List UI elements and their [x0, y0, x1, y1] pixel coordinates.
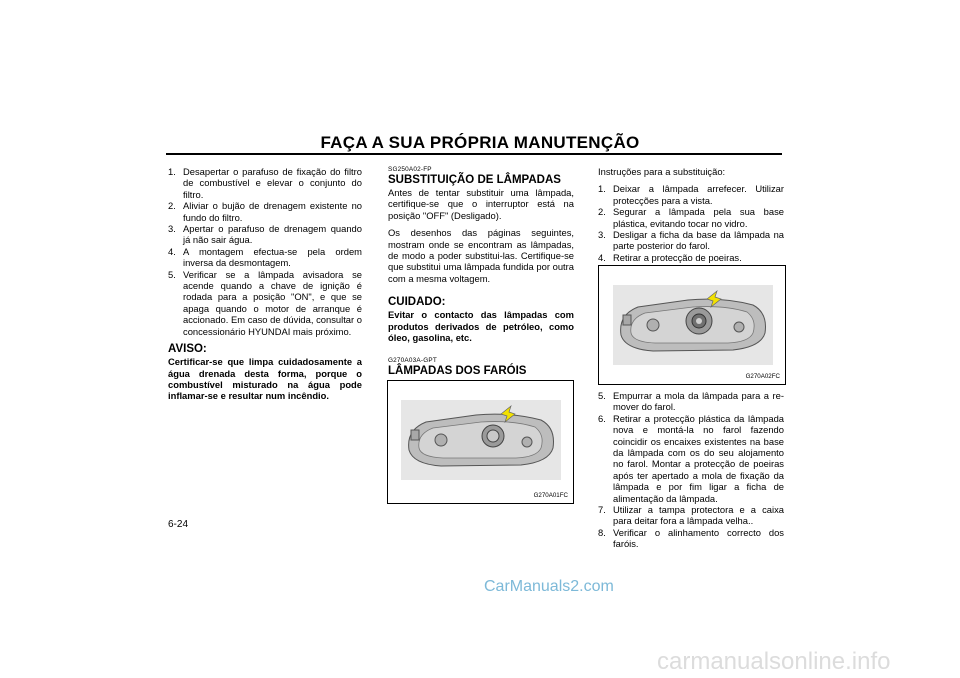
list-item: 5. Empurrar a mola da lâmpada para a re-mover do farol.: [598, 390, 784, 413]
column-2: [388, 166, 574, 343]
column-3: [598, 166, 784, 263]
caution-title: CUIDADO:: [388, 296, 446, 309]
bulb-illustration: [613, 285, 773, 365]
instructions-intro: Instruções para a substituição:: [598, 166, 726, 177]
column-3-continued: [598, 390, 784, 550]
list-item: 2. Aliviar o bujão de drenagem existente no fundo do filtro.: [168, 200, 362, 223]
list-item: 2. Segurar a lâmpada pela sua base plástica, evitando tocar no vidro.: [598, 206, 784, 229]
replacement-steps: [598, 183, 784, 263]
watermark-link[interactable]: CarManuals2.com: [484, 578, 614, 595]
list-item: 1. Deixar a lâmpada arrefecer. Utilizar protecções para a vista.: [598, 183, 784, 206]
paragraph: Os desenhos das páginas seguintes, mostram onde se encontram as lâmpadas, de modo a poder substitui-las. Certifique-se que substitui uma lâmpada fundida por outra com a mesma voltagem.: [388, 227, 574, 284]
replacement-steps-continued: [598, 390, 784, 550]
headlamp-illustration: [401, 400, 561, 480]
list-item: 4. Retirar a protecção de poeiras.: [598, 251, 742, 263]
fuel-filter-steps: [168, 166, 362, 337]
page-title: FAÇA A SUA PRÓPRIA MANUTENÇÃO: [320, 133, 640, 152]
section-code: G270A03A-GPT: [388, 357, 437, 364]
figure-code: G270A01FC: [533, 492, 568, 499]
bulb-figure: [598, 265, 786, 385]
header-rule: [166, 153, 782, 155]
list-item: 6. Retirar a protecção plástica da lâmpada nova e montá-la no farol fazendo coincidir os encaixes existentes na base da lâmpada com os do seu alojamento no farol. Montar a protecção de poeiras após ter apertado a mola de fixação da lâmpada e por fim ligar a ficha de alimentação da lâmpada.: [598, 412, 784, 504]
paragraph: Antes de tentar substituir uma lâmpada, certifique-se que o interruptor está na posição "OFF" (Desligado).: [388, 187, 574, 221]
list-item: 7. Utilizar a tampa protectora e a caixa para deitar fora a lâmpada velha..: [598, 504, 784, 527]
headlamp-section-header: [388, 357, 574, 378]
section-code: SG250A02-FP: [388, 166, 432, 173]
page-number: 6-24: [168, 519, 189, 530]
list-item: 5. Verificar se a lâmpada avisadora se acende quando a chave de ignição é rodada para a posição "ON", e que se apaga quando o motor de arranque é accionado. Em caso de dúvida, consultar o concessionário HYUNDAI mais próximo.: [168, 268, 362, 337]
list-item: 3. Desligar a ficha da base da lâmpada na parte posterior do farol.: [598, 229, 784, 252]
list-item: 1. Desapertar o parafuso de fixação do filtro de combustível e elevar o conjunto do filtro.: [168, 166, 362, 200]
warning-title: AVISO:: [168, 343, 207, 356]
figure-code: G270A02FC: [745, 373, 780, 380]
column-1: [168, 166, 362, 402]
section-title: SUBSTITUIÇÃO DE LÂMPADAS: [388, 174, 561, 186]
list-item: 4. A montagem efectua-se pela ordem inversa da desmontagem.: [168, 245, 362, 269]
watermark-text: carmanualsonline.info: [657, 648, 891, 675]
warning-text: Certificar-se que limpa cuidadosamente a água drenada desta forma, porque o combustível misturado na água pode inflamar-se e resultar num incêndio.: [168, 356, 362, 402]
list-item: 8. Verificar o alinhamento correcto dos faróis.: [598, 526, 784, 550]
list-item: 3. Apertar o parafuso de drenagem quando já não sair água.: [168, 223, 362, 246]
caution-text: Evitar o contacto das lâmpadas com produtos derivados de petróleo, como óleo, gasolina, etc.: [388, 309, 574, 344]
section-title: LÂMPADAS DOS FARÓIS: [388, 365, 527, 377]
headlamp-figure: [387, 380, 574, 504]
